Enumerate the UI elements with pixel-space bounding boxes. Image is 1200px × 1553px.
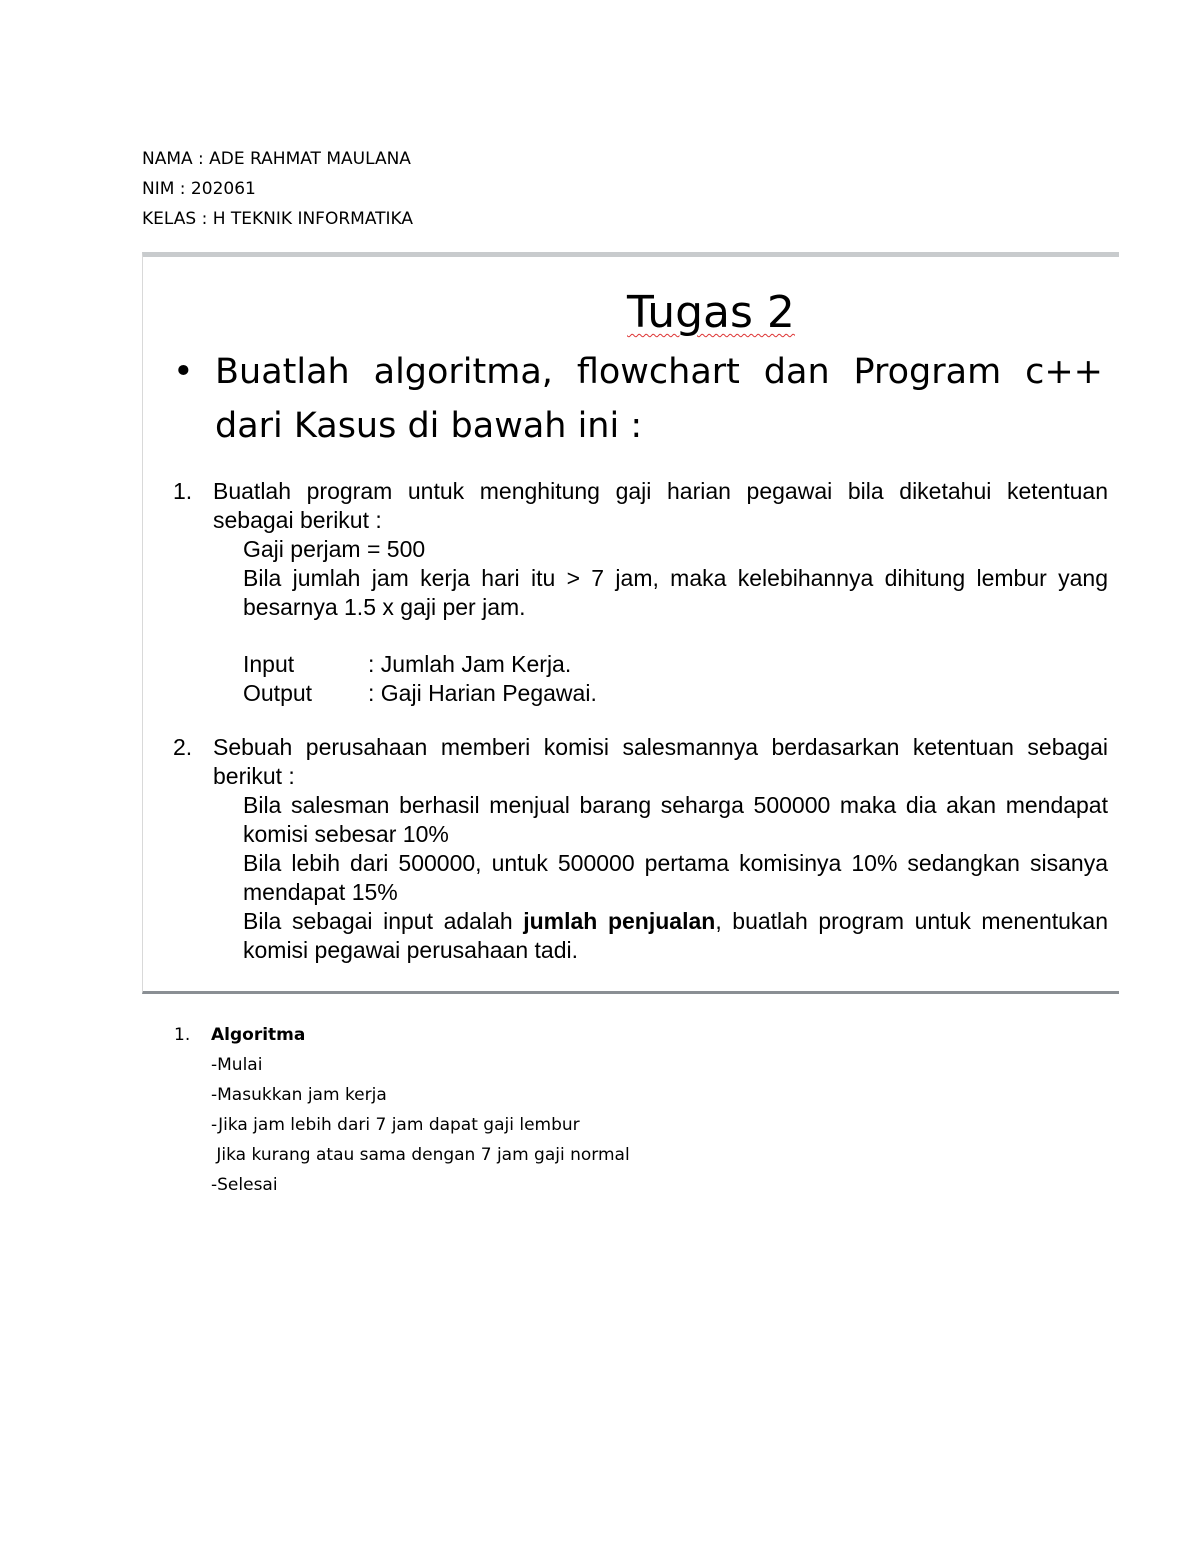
slide-bullet: [173, 345, 1103, 453]
assignment-slide-image: [142, 252, 1119, 994]
case-number: 1.: [173, 478, 193, 504]
bold-term: jumlah penjualan: [523, 908, 716, 934]
case-line: Bila lebih dari 500000, untuk 500000 pertama komisinya 10% sedangkan sisanya mendapat 15%: [243, 850, 1108, 905]
input-row: [243, 650, 1108, 679]
case-2: [173, 733, 1108, 965]
algorithm-step: Jika kurang atau sama dengan 7 jam gaji normal: [211, 1145, 630, 1165]
algorithm-step: -Jika jam lebih dari 7 jam dapat gaji lembur: [211, 1115, 580, 1135]
case-line: Bila jumlah jam kerja hari itu > 7 jam, maka kelebihannya dihitung lembur yang besarnya 1.5 x gaji per jam.: [243, 565, 1108, 620]
case-intro: Sebuah perusahaan memberi komisi salesmannya berdasarkan ketentuan sebagai berikut :: [213, 734, 1108, 789]
section-number: 1.: [174, 1025, 191, 1045]
bullet-icon: •: [173, 352, 194, 392]
output-row: [243, 679, 1108, 708]
section-title: Algoritma: [211, 1025, 306, 1045]
case-intro: Buatlah program untuk menghitung gaji harian pegawai bila diketahui ketentuan sebagai berikut :: [213, 478, 1108, 533]
student-nim: NIM : 202061: [142, 179, 256, 199]
algorithm-step: -Selesai: [211, 1175, 278, 1195]
algorithm-step: -Masukkan jam kerja: [211, 1085, 387, 1105]
output-label: Output: [243, 680, 313, 706]
input-value: : Jumlah Jam Kerja.: [368, 651, 572, 677]
case-1: [173, 477, 1108, 708]
case-number: 2.: [173, 734, 193, 760]
slide-title: Tugas 2: [627, 287, 795, 338]
case-line: Gaji perjam = 500: [243, 536, 426, 562]
bullet-text: Buatlah algoritma, flowchart dan Program c++ dari Kasus di bawah ini :: [215, 352, 1103, 446]
output-value: : Gaji Harian Pegawai.: [368, 680, 597, 706]
input-label: Input: [243, 651, 295, 677]
student-info: [142, 144, 413, 234]
case-line: Bila sebagai input adalah jumlah penjualan, buatlah program untuk menentukan komisi pegawai perusahaan tadi.: [243, 908, 1109, 963]
algorithm-step: -Mulai: [211, 1055, 263, 1075]
student-class: KELAS : H TEKNIK INFORMATIKA: [142, 209, 414, 229]
case-line: Bila salesman berhasil menjual barang seharga 500000 maka dia akan mendapat komisi sebesar 10%: [243, 792, 1108, 847]
student-name: NAMA : ADE RAHMAT MAULANA: [142, 149, 411, 169]
algorithm-section: [174, 1020, 630, 1200]
